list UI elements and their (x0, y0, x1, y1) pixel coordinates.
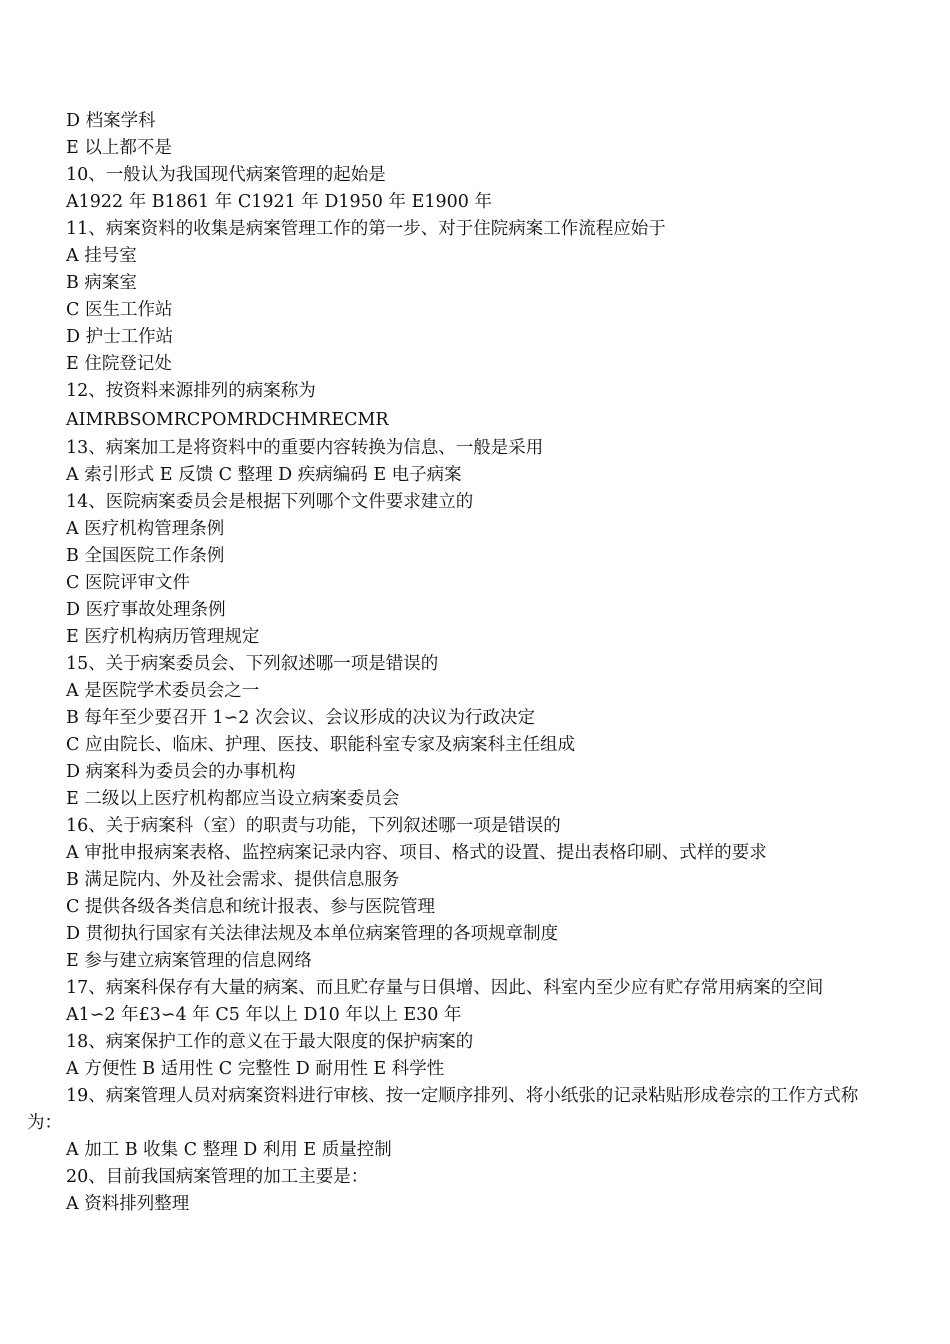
text-line: D 护士工作站 (66, 327, 174, 347)
text-line: E 以上都不是 (66, 138, 172, 158)
text-line: E 医疗机构病历管理规定 (66, 627, 260, 647)
question-12: 12、按资料来源排列的病案称为 (66, 381, 316, 401)
text-line: B 满足院内、外及社会需求、提供信息服务 (66, 870, 400, 890)
text-line: A 索引形式 E 反馈 C 整理 D 疾病编码 E 电子病案 (66, 465, 462, 485)
text-line: A 方便性 B 适用性 C 完整性 D 耐用性 E 科学性 (66, 1059, 445, 1079)
text-line: A 是医院学术委员会之一 (66, 681, 260, 701)
text-line: C 应由院长、临床、护理、医技、职能科室专家及病案科主任组成 (66, 735, 575, 755)
question-10: 10、一般认为我国现代病案管理的起始是 (66, 165, 386, 185)
question-16: 16、关于病案科（室）的职责与功能，下列叙述哪一项是错误的 (66, 816, 561, 836)
text-line: B 全国医院工作条例 (66, 546, 225, 566)
text-line: A 资料排列整理 (66, 1194, 190, 1214)
document-body (27, 108, 893, 1218)
text-line: A1922 年 B1861 年 C1921 年 D1950 年 E1900 年 (66, 192, 492, 212)
question-14: 14、医院病案委员会是根据下列哪个文件要求建立的 (66, 492, 474, 512)
text-line: C 提供各级各类信息和统计报表、参与医院管理 (66, 897, 435, 917)
text-line: A 加工 B 收集 C 整理 D 利用 E 质量控制 (66, 1140, 392, 1160)
question-15: 15、关于病案委员会、下列叙述哪一项是错误的 (66, 654, 439, 674)
question-18: 18、病案保护工作的意义在于最大限度的保护病案的 (66, 1032, 474, 1052)
text-line: AIMRBSOMRCPOMRDCHMRECMR (66, 410, 389, 430)
text-line: C 医生工作站 (66, 300, 173, 320)
text-line: A1∽2 年£3∽4 年 C5 年以上 D10 年以上 E30 年 (66, 1005, 462, 1025)
text-line: D 医疗事故处理条例 (66, 600, 226, 620)
text-line: A 挂号室 (66, 246, 137, 266)
question-17: 17、病案科保存有大量的病案、而且贮存量与日俱增、因此、科室内至少应有贮存常用病案的空间 (66, 978, 824, 998)
text-line: A 医疗机构管理条例 (66, 519, 225, 539)
text-line: D 档案学科 (66, 111, 156, 131)
text-line: D 病案科为委员会的办事机构 (66, 762, 296, 782)
question-20: 20、目前我国病案管理的加工主要是： (66, 1167, 369, 1187)
question-11: 11、病案资料的收集是病案管理工作的第一步、对于住院病案工作流程应始于 (66, 219, 666, 239)
text-line: E 参与建立病案管理的信息网络 (66, 951, 312, 971)
question-19: 19、病案管理人员对病案资料进行审核、按一定顺序排列、将小纸张的记录粘贴形成卷宗的工作方式称为： (27, 1086, 859, 1133)
text-line: C 医院评审文件 (66, 573, 190, 593)
text-line: D 贯彻执行国家有关法律法规及本单位病案管理的各项规章制度 (66, 924, 559, 944)
text-line: A 审批申报病案表格、监控病案记录内容、项目、格式的设置、提出表格印刷、式样的要求 (66, 843, 767, 863)
text-line: E 住院登记处 (66, 354, 172, 374)
question-13: 13、病案加工是将资料中的重要内容转换为信息、一般是采用 (66, 438, 544, 458)
text-line: E 二级以上医疗机构都应当设立病案委员会 (66, 789, 400, 809)
text-line: B 每年至少要召开 1∽2 次会议、会议形成的决议为行政决定 (66, 708, 535, 728)
text-line: B 病案室 (66, 273, 137, 293)
